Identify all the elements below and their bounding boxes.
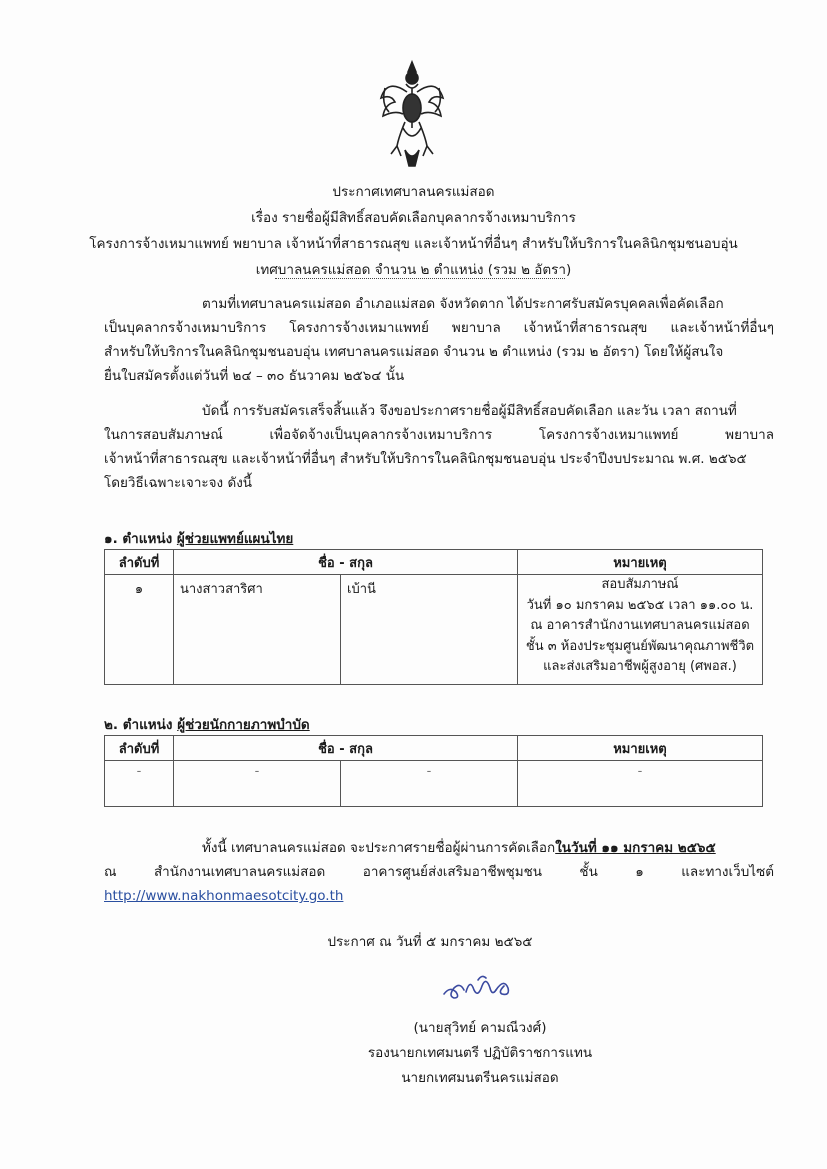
signatory-title-1: รองนายกเทศมนตรี ปฏิบัติราชการแทน [367,1045,593,1061]
signatory-title-2: นายกเทศมนตรีนครแม่สอด [401,1070,559,1086]
paragraph-announcement [104,399,774,495]
table-header-row [105,550,763,575]
paragraph-result-line-2: ณ สำนักงานเทศบาลนครแม่สอด อาคารศูนย์ส่งเสริมอาชีพชุมชน ชั้น ๑ และทางเว็บไซต์ [104,864,774,880]
garuda-emblem-icon [377,58,447,170]
cell-no: ๑ [105,575,174,685]
signatory-name: (นายสุวิทย์ คามณีวงศ์) [413,1020,547,1036]
paragraph-announcement-line-1: บัดนี้ การรับสมัครเสร็จสิ้นแล้ว จึงขอประกาศรายชื่อผู้มีสิทธิ์สอบคัดเลือก และวัน เวลา สถานที่ [202,403,737,419]
handwritten-signature [438,968,518,1008]
paragraph-intro-line-3: สำหรับให้บริการในคลินิกชุมชนอบอุ่น เทศบาลนครแม่สอด จำนวน ๒ ตำแหน่ง (รวม ๒ อัตรา) โดยให้ผู้สนใจ [104,344,724,360]
cell-no: - [105,761,174,807]
organization-line: เทศบาลนครแม่สอด จำนวน ๒ ตำแหน่ง (รวม ๒ อัตรา) [255,262,572,278]
section-2-title [104,713,310,735]
cell-last-name: เบ้านี [341,575,518,685]
result-date: ในวันที่ ๑๑ มกราคม ๒๕๖๕ [555,840,716,856]
table-row [105,575,763,685]
section-1-table [104,549,763,685]
result-text: ทั้งนี้ เทศบาลนครแม่สอด จะประกาศรายชื่อผู้ผ่านการคัดเลือก [202,840,556,856]
dotted-divider [275,278,565,279]
remark-line: วันที่ ๑๐ มกราคม ๒๕๖๕ เวลา ๑๑.๐๐ น. [526,597,754,613]
remark-line: สอบสัมภาษณ์ [601,577,679,592]
section-1-prefix: ๑. ตำแหน่ง [104,531,177,547]
table-row [105,761,763,807]
header-name: ชื่อ - สกุล [174,550,518,575]
cell-first-name: นางสาวสาริศา [174,575,341,685]
paragraph-intro-line-1: ตามที่เทศบาลนครแม่สอด อำเภอแม่สอด จังหวัดตาก ได้ประกาศรับสมัครบุคคลเพื่อคัดเลือก [202,296,724,312]
paragraph-announcement-line-2: ในการสอบสัมภาษณ์ เพื่อจัดจ้างเป็นบุคลากรจ้างเหมาบริการ โครงการจ้างเหมาแพทย์ พยาบาล [104,427,774,443]
paragraph-announcement-line-4: โดยวิธีเฉพาะเจาะจง ดังนี้ [104,475,253,491]
paragraph-intro-line-2: เป็นบุคลากรจ้างเหมาบริการ โครงการจ้างเหมาแพทย์ พยาบาล เจ้าหน้าที่สาธารณสุข และเจ้าหน้าที่อื่นๆ [104,320,774,336]
paragraph-result-line-1 [104,836,774,860]
signatory-block [330,1016,630,1091]
table-header-row [105,736,763,761]
cell-first-name: - [174,761,341,807]
remark-line: และส่งเสริมอาชีพผู้สูงอายุ (ศพอส.) [543,659,737,674]
section-2-prefix: ๒. ตำแหน่ง [104,717,178,733]
announce-date: ประกาศ ณ วันที่ ๕ มกราคม ๒๕๖๕ [327,934,533,950]
cell-remark [518,575,763,685]
section-2-position: ผู้ช่วยนักกายภาพบำบัด [177,717,310,733]
paragraph-result [104,836,774,908]
cell-remark: - [518,761,763,807]
announcement-title: ประกาศเทศบาลนครแม่สอด [332,184,495,200]
section-2-table [104,735,763,807]
paragraph-announcement-line-3: เจ้าหน้าที่สาธารณสุข และเจ้าหน้าที่อื่นๆ สำหรับให้บริการในคลินิกชุมชนอบอุ่น ประจำปีงบประมาณ พ.ศ. ๒๕๖๕ [104,451,747,467]
section-1-title [104,527,293,549]
section-1-position: ผู้ช่วยแพทย์แผนไทย [176,531,294,547]
website-link[interactable]: http://www.nakhonmaesotcity.go.th [104,888,344,904]
header-no: ลำดับที่ [105,550,174,575]
paragraph-intro [104,292,774,388]
header-remark: หมายเหตุ [518,550,763,575]
cell-last-name: - [341,761,518,807]
header-remark: หมายเหตุ [518,736,763,761]
subject-line: เรื่อง รายชื่อผู้มีสิทธิ์สอบคัดเลือกบุคลากรจ้างเหมาบริการ [251,210,576,226]
paragraph-intro-line-4: ยื่นใบสมัครตั้งแต่วันที่ ๒๔ – ๓๐ ธันวาคม ๒๕๖๔ นั้น [104,368,405,384]
header-name: ชื่อ - สกุล [174,736,518,761]
project-line: โครงการจ้างเหมาแพทย์ พยาบาล เจ้าหน้าที่สาธารณสุข และเจ้าหน้าที่อื่นๆ สำหรับให้บริการในคลินิกชุมชนอบอุ่น [89,236,738,252]
header-no: ลำดับที่ [105,736,174,761]
remark-line: ชั้น ๓ ห้องประชุมศูนย์พัฒนาคุณภาพชีวิต [525,638,755,654]
remark-line: ณ อาคารสำนักงานเทศบาลนครแม่สอด [530,618,750,633]
paragraph-result-line-3 [104,884,774,908]
